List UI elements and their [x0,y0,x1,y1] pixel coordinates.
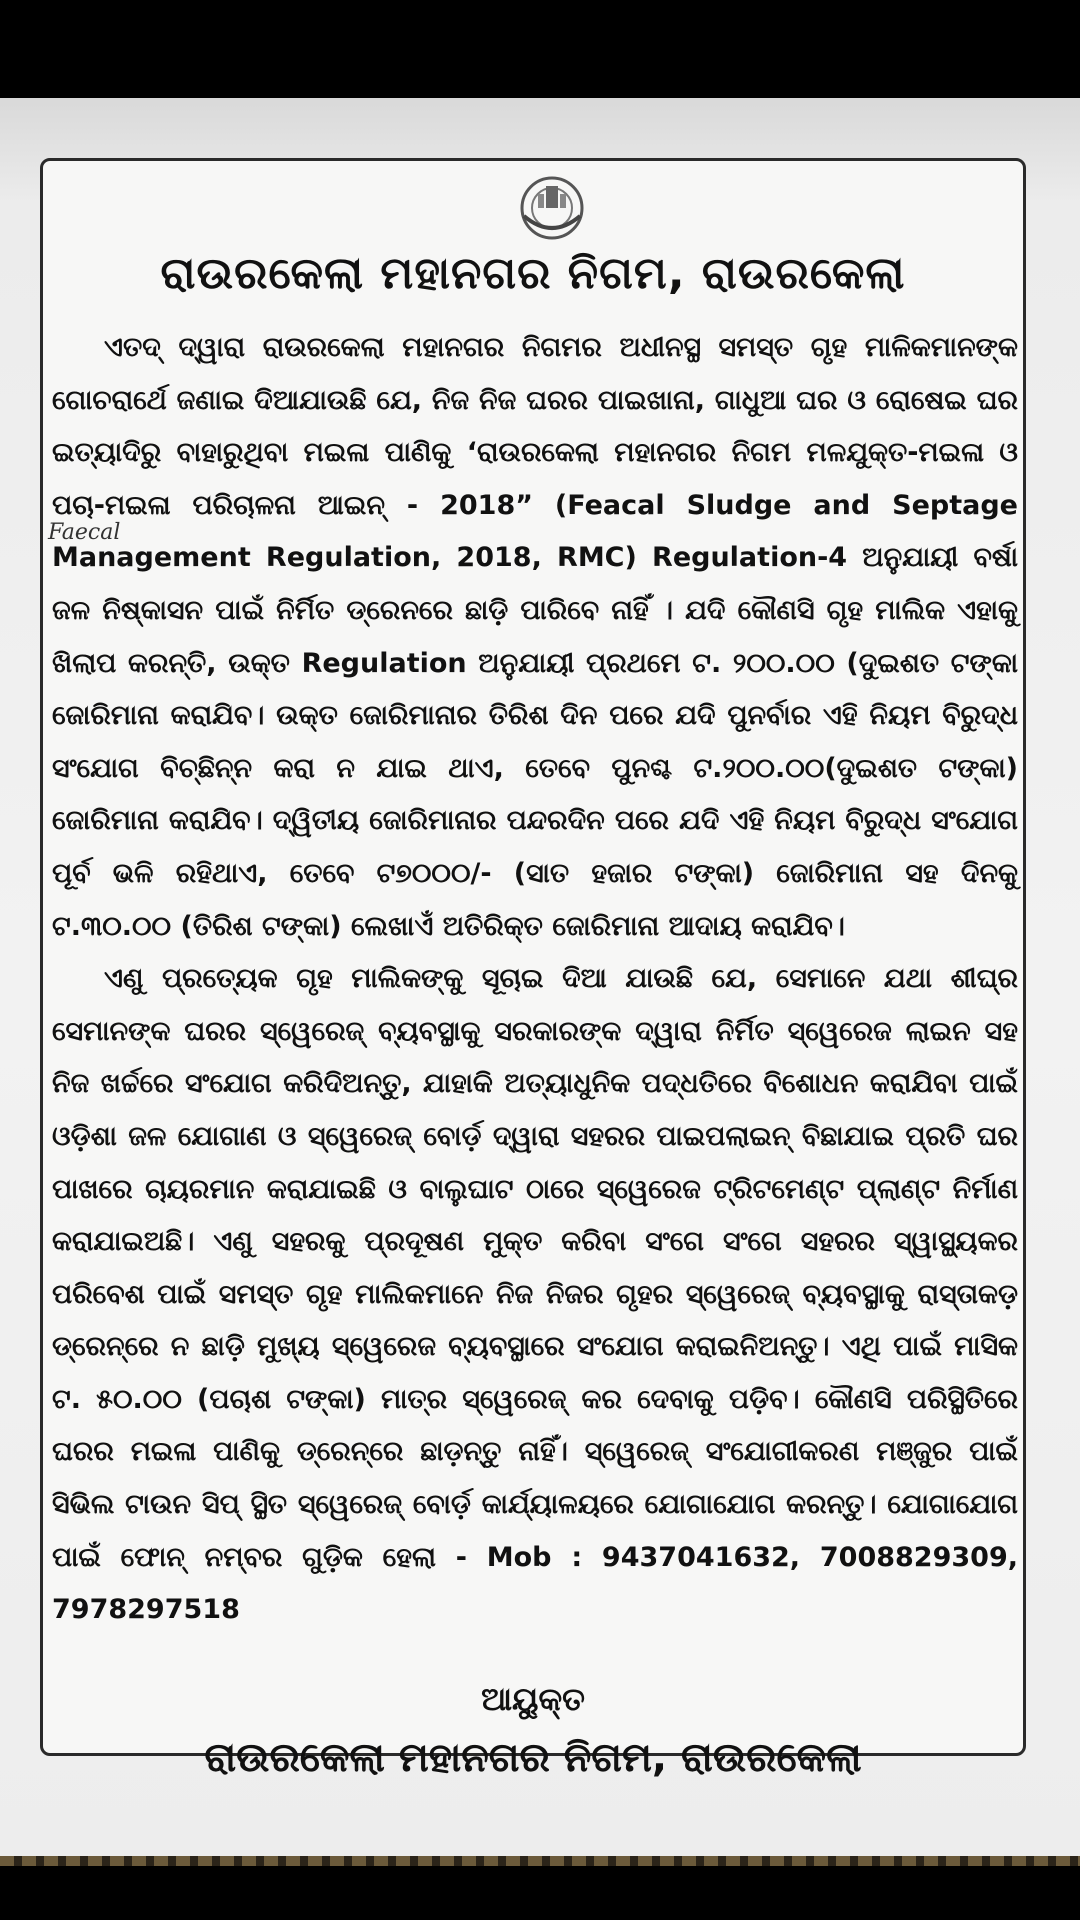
municipal-emblem-icon [506,164,598,244]
notice-paragraph-1: ଏତଦ୍ ଦ୍ୱାରା ରାଉରକେଲା ମହାନଗର ନିଗମର ଅଧୀନସ୍ଥ ସମସ୍ତ ଗୃହ ମାଳିକମାନଙ୍କ ଗୋଚରାର୍ଥେ ଜଣାଇ ଦିଆଯାଉଛି ଯେ, ନିଜ ନିଜ ଘରର ପାଇଖାନା, ଗାଧୁଆ ଘର ଓ ରୋଷେଇ ଘର ଇତ୍ୟାଦିରୁ ବାହାରୁଥିବା ମଇଳା ପାଣିକୁ ‘ରାଉରକେଲା ମହାନଗର ନିଗମ ମଳଯୁକ୍ତ-ମଇଳା ଓ ପଚା-ମଇଳା ପରିଚାଳନା ଆଇନ୍ - 2018” (Feacal Sludge and Septage Management Regulation, 2018, RMC) Regulation-4 ଅନୁଯାୟୀ ବର୍ଷା ଜଳ ନିଷ୍କାସନ ପାଇଁ ନିର୍ମିତ ଡ୍ରେନରେ ଛାଡ଼ି ପାରିବେ ନାହିଁ । ଯଦି କୌଣସି ଗୃହ ମାଲିକ ଏହାକୁ ଖିଲାପ କରନ୍ତି, ଉକ୍ତ Regulation ଅନୁଯାୟୀ ପ୍ରଥମେ ଟ. ୨୦୦.୦୦ (ଦୁଇଶତ ଟଙ୍କା ଜୋରିମାନା କରାଯିବ। ଉକ୍ତ ଜୋରିମାନାର ତିରିଶ ଦିନ ପରେ ଯଦି ପୁନର୍ବାର ଏହି ନିୟମ ବିରୁଦ୍ଧ ସଂଯୋଗ ବିଚ୍ଛିନ୍ନ କରା ନ ଯାଇ ଥାଏ, ତେବେ ପୁନଶ୍ଚ ଟ.୨୦୦.୦୦(ଦୁଇଶତ ଟଙ୍କା) ଜୋରିମାନା କରାଯିବ। ଦ୍ୱିତୀୟ ଜୋରିମାନାର ପନ୍ଦରଦିନ ପରେ ଯଦି ଏହି ନିୟମ ବିରୁଦ୍ଧ ସଂଯୋଗ ପୂର୍ବ ଭଳି ରହିଥାଏ, ତେବେ ଟ୭୦୦୦/- (ସାତ ହଜାର ଟଙ୍କା) ଜୋରିମାନା ସହ ଦିନକୁ ଟ.୩୦.୦୦ (ତିରିଶ ଟଙ୍କା) ଲେଖାଏଁ ଅତିରିକ୍ତ ଜୋରିମାନା ଆଦାୟ କରାଯିବ। [52,332,1018,942]
handwritten-correction: Faecal [48,520,121,545]
footer-title: ରାଉରକେଲା ମହାନଗର ନିଗମ, ରାଉରକେଲା [204,1735,862,1781]
notice-paragraph-2: ଏଣୁ ପ୍ରତ୍ୟେକ ଗୃହ ମାଲିକଙ୍କୁ ସୂଚାଇ ଦିଆ ଯାଉଛି ଯେ, ସେମାନେ ଯଥା ଶୀଘ୍ର ସେମାନଙ୍କ ଘରର ସ୍ୱେରେଜ୍ ବ୍ୟବସ୍ଥାକୁ ସରକାରଙ୍କ ଦ୍ୱାରା ନିର୍ମିତ ସ୍ୱେରେଜ ଲାଇନ ସହ ନିଜ ଖର୍ଚ୍ଚରେ ସଂଯୋଗ କରିଦିଅନ୍ତୁ, ଯାହାକି ଅତ୍ୟାଧୁନିକ ପଦ୍ଧତିରେ ବିଶୋଧନ କରାଯିବା ପାଇଁ ଓଡ଼ିଶା ଜଳ ଯୋଗାଣ ଓ ସ୍ୱେରେଜ୍ ବୋର୍ଡ଼ ଦ୍ୱାରା ସହରର ପାଇପଲାଇନ୍ ବିଛାଯାଇ ପ୍ରତି ଘର ପାଖରେ ଚାୟରମାନ କରାଯାଇଛି ଓ ବାଲୁଘାଟ ଠାରେ ସ୍ୱେରେଜ ଟ୍ରିଟମେଣ୍ଟ ପ୍ଲାଣ୍ଟ ନିର୍ମାଣ କରାଯାଇଅଛି। ଏଣୁ ସହରକୁ ପ୍ରଦୂଷଣ ମୁକ୍ତ କରିବା ସଂଗେ ସଂଗେ ସହରର ସ୍ୱାସ୍ଥ୍ୟକର ପରିବେଶ ପାଇଁ ସମସ୍ତ ଗୃହ ମାଲିକମାନେ ନିଜ ନିଜର ଗୃହର ସ୍ୱେରେଜ୍ ବ୍ୟବସ୍ଥାକୁ ରାସ୍ତାକଡ଼ ଡ୍ରେନ୍‌ରେ ନ ଛାଡ଼ି ମୁଖ୍ୟ ସ୍ୱେରେଜ ବ୍ୟବସ୍ଥାରେ ସଂଯୋଗ କରାଇନିଅନ୍ତୁ। ଏଥି ପାଇଁ ମାସିକ ଟ. ୫୦.୦୦ (ପଚାଶ ଟଙ୍କା) ମାତ୍ର ସ୍ୱେରେଜ୍ କର ଦେବାକୁ ପଡ଼ିବ। କୌଣସି ପରିସ୍ଥିତିରେ ଘରର ମଇଳା ପାଣିକୁ ଡ୍ରେନ୍‌ରେ ଛାଡ଼ନ୍ତୁ ନାହିଁ। ସ୍ୱେରେଜ୍ ସଂଯୋଗୀକରଣ ମଞ୍ଜୁର ପାଇଁ ସିଭିଲ ଟାଉନ ସିପ୍ ସ୍ଥିତ ସ୍ୱେରେଜ୍ ବୋର୍ଡ଼ କାର୍ଯ୍ୟାଳୟରେ ଯୋଗାଯୋଗ କରନ୍ତୁ। ଯୋଗାଯୋଗ ପାଇଁ ଫୋନ୍ ନମ୍ବର ଗୁଡ଼ିକ ହେଲା - Mob : 9437041632, 7008829309, 7978297518 [52,963,1018,1626]
signer-title: ଆୟୁକ୍ତ [481,1680,585,1718]
notice-body [52,322,1018,1637]
page-title: ରାଉରକେଲା ମହାନଗର ନିଗମ, ରାଉରକେଲା [160,248,906,299]
bottom-edge [0,1856,1080,1866]
